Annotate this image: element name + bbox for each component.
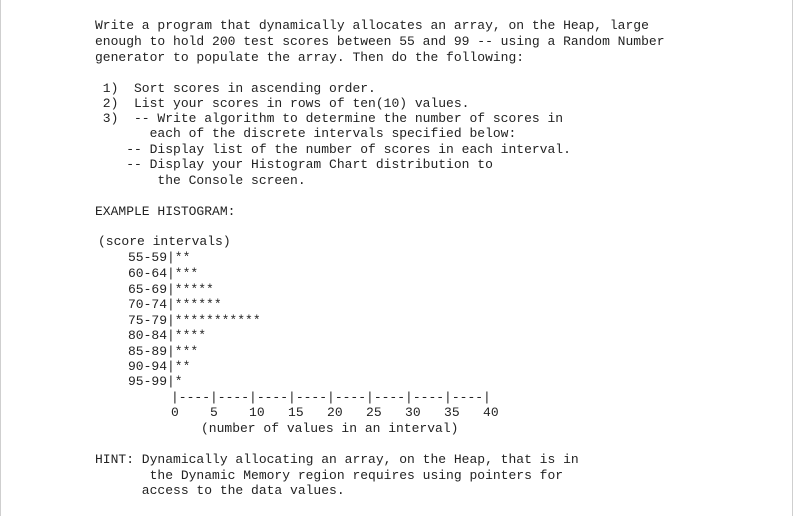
histogram-row: 75-79|***********	[128, 313, 261, 328]
histogram-axis-ticks: 0 5 10 15 20 25 30 35 40	[171, 405, 499, 420]
step-line-7: the Console screen.	[95, 173, 306, 188]
step-line-1: 1) Sort scores in ascending order.	[95, 81, 376, 96]
step-line-6: -- Display your Histogram Chart distribution to	[95, 157, 493, 172]
hint-line-3: access to the data values.	[95, 483, 345, 498]
histogram-axis-line: |----|----|----|----|----|----|----|----|	[171, 390, 491, 405]
example-heading: EXAMPLE HISTOGRAM:	[95, 204, 236, 219]
intro-line-2: enough to hold 200 test scores between 55 and 99 -- using a Random Number	[95, 34, 665, 49]
intro-line-3: generator to populate the array. Then do the following:	[95, 50, 525, 65]
step-line-5: -- Display list of the number of scores in each interval.	[95, 142, 571, 157]
histogram-row: 85-89|***	[128, 344, 199, 359]
step-line-4: each of the discrete intervals specified below:	[95, 126, 517, 141]
intro-line-1: Write a program that dynamically allocates an array, on the Heap, large	[95, 18, 649, 33]
histogram-row: 90-94|**	[128, 359, 191, 374]
step-line-2: 2) List your scores in rows of ten(10) values.	[95, 96, 470, 111]
histogram-row: 95-99|*	[128, 374, 183, 389]
histogram-row: 70-74|******	[128, 297, 222, 312]
histogram-row: 60-64|***	[128, 266, 199, 281]
step-line-3: 3) -- Write algorithm to determine the number of scores in	[95, 111, 564, 126]
histogram-caption: (score intervals)	[98, 234, 231, 249]
hint-line-2: the Dynamic Memory region requires using pointers for	[95, 468, 564, 483]
histogram-row: 65-69|*****	[128, 282, 214, 297]
histogram-row: 80-84|****	[128, 328, 207, 343]
hint-line-1: HINT: Dynamically allocating an array, on the Heap, that is in	[95, 452, 579, 467]
histogram-row: 55-59|**	[128, 250, 191, 265]
histogram-axis-label: (number of values in an interval)	[201, 421, 459, 436]
